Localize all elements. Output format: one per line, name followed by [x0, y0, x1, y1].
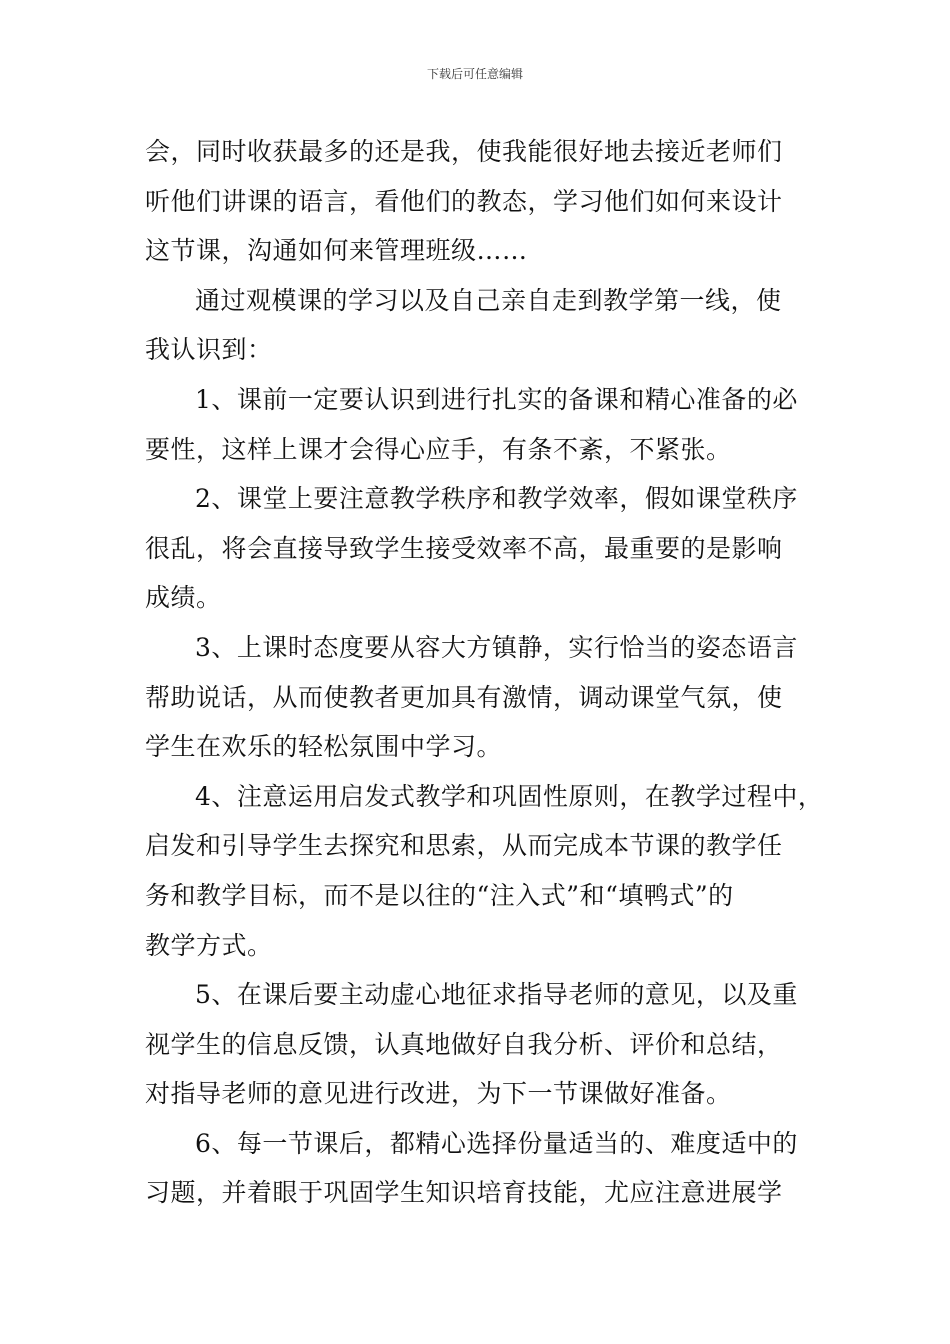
- text-line: 我认识到：: [145, 335, 273, 365]
- text-line: 4、注意运用启发式教学和巩固性原则，在教学过程中，: [195, 781, 824, 811]
- paragraph-continuation: [145, 127, 810, 276]
- list-item-6: [145, 1119, 810, 1218]
- text-line: 务和教学目标，而不是以往的“注入式”和“填鸭式”的: [145, 880, 734, 910]
- list-item-2: [145, 474, 810, 623]
- text-line: 习题，并着眼于巩固学生知识培育技能，尤应注意进展学: [145, 1178, 783, 1208]
- text-line: 很乱，将会直接导致学生接受效率不高，最重要的是影响: [145, 533, 783, 563]
- page-header: 下载后可任意编辑: [426, 67, 523, 81]
- text-line: 通过观模课的学习以及自己亲自走到教学第一线，使: [195, 285, 782, 315]
- text-line: 5、在课后要主动虚心地征求指导老师的意见，以及重: [195, 980, 798, 1010]
- text-line: 听他们讲课的语言，看他们的教态，学习他们如何来设计: [145, 186, 783, 216]
- text-line: 会，同时收获最多的还是我，使我能很好地去接近老师们: [145, 137, 783, 166]
- list-item-3: [145, 623, 810, 772]
- text-line: 帮助说话，从而使教者更加具有激情，调动课堂气氛，使: [145, 682, 783, 712]
- paragraph-intro: [145, 276, 810, 375]
- text-line: 视学生的信息反馈，认真地做好自我分析、评价和总结，: [145, 1029, 783, 1059]
- list-item-4: [145, 772, 824, 970]
- list-item-1: [145, 375, 810, 474]
- text-line: 要性，这样上课才会得心应手，有条不紊，不紧张。: [145, 434, 732, 464]
- text-line: 这节课，沟通如何来管理班级……: [145, 236, 528, 266]
- text-line: 6、每一节课后，都精心选择份量适当的、难度适中的: [195, 1128, 798, 1158]
- text-line: 成绩。: [145, 583, 222, 613]
- text-line: 启发和引导学生去探究和思索，从而完成本节课的教学任: [145, 831, 783, 861]
- document-body: [145, 127, 824, 1218]
- text-line: 3、上课时态度要从容大方镇静，实行恰当的姿态语言: [195, 632, 798, 662]
- text-line: 2、课堂上要注意教学秩序和教学效率，假如课堂秩序: [195, 484, 798, 514]
- text-line: 对指导老师的意见进行改进，为下一节课做好准备。: [145, 1079, 732, 1109]
- text-line: 1、课前一定要认识到进行扎实的备课和精心准备的必: [195, 384, 798, 414]
- text-line: 教学方式。: [145, 930, 273, 960]
- text-line: 学生在欢乐的轻松氛围中学习。: [145, 732, 503, 762]
- list-item-5: [145, 970, 810, 1119]
